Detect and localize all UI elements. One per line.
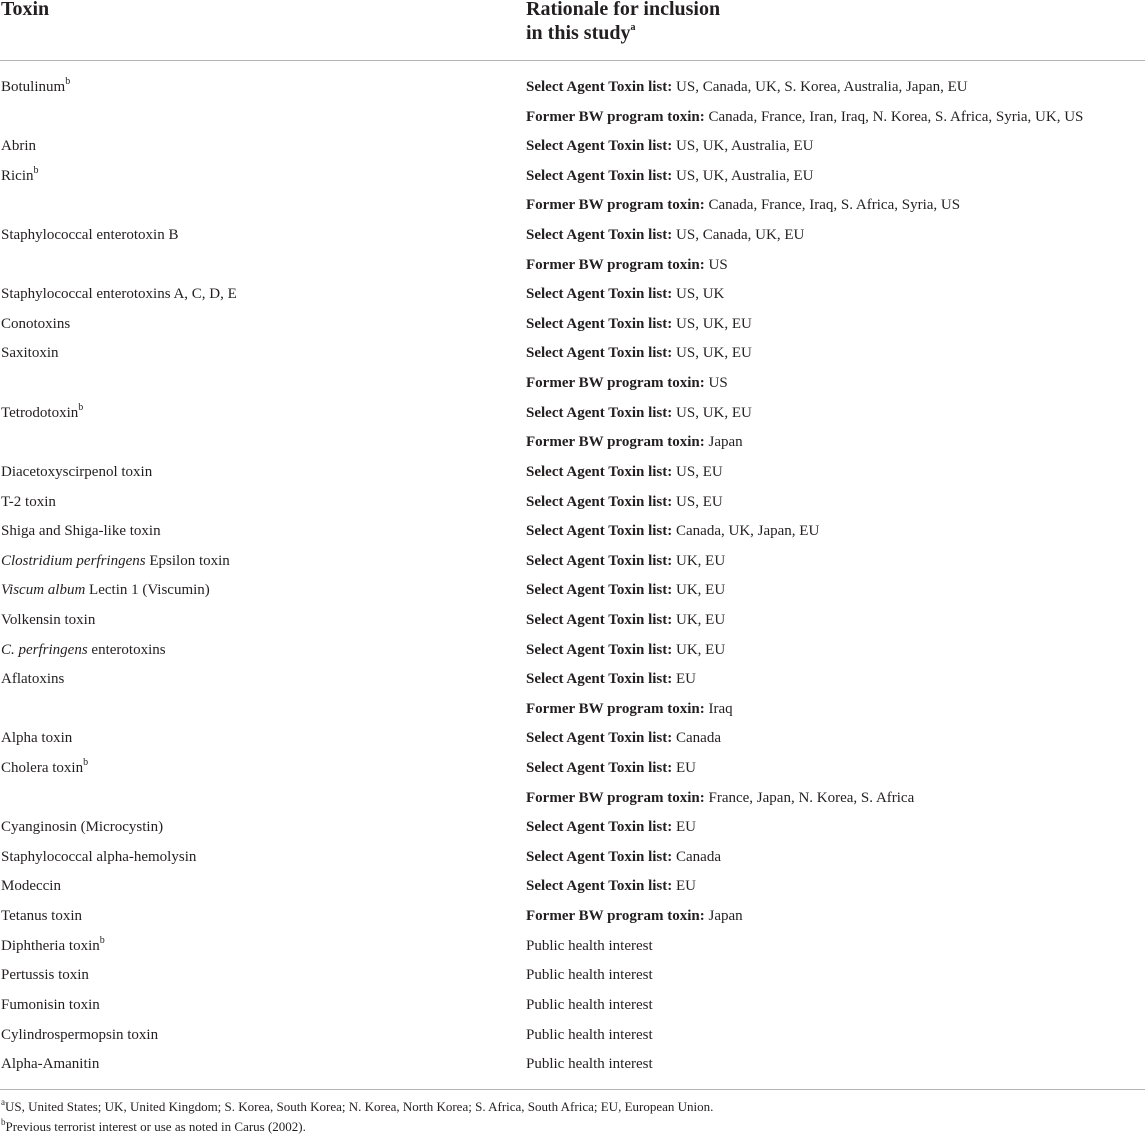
rationale-label: Former BW program toxin:	[526, 908, 705, 925]
rationale-cell	[526, 251, 728, 281]
rationale-value: Iraq	[704, 700, 733, 717]
toxin-cell	[1, 576, 210, 606]
rationale-cell	[526, 932, 653, 962]
table-row	[0, 251, 1145, 281]
toxin-cell	[1, 843, 196, 873]
table-row	[0, 399, 1145, 429]
rationale-cell	[526, 636, 725, 666]
rationale-value: US, UK, Australia, EU	[672, 138, 814, 155]
table-row	[0, 517, 1145, 547]
rationale-cell	[526, 724, 721, 754]
rationale-cell	[526, 695, 733, 725]
rationale-cell	[526, 103, 1083, 133]
rationale-cell	[526, 517, 819, 547]
rationale-cell	[526, 754, 696, 784]
footnote-marker: b	[99, 934, 105, 946]
column-header-toxin: Toxin	[1, 0, 50, 20]
rationale-label: Former BW program toxin:	[526, 197, 705, 214]
toxin-name: Cyanginosin (Microcystin)	[1, 819, 164, 836]
toxin-name: Cholera toxin	[1, 760, 84, 777]
rationale-label: Former BW program toxin:	[526, 789, 705, 806]
toxin-cell	[1, 636, 166, 666]
table-row	[0, 103, 1145, 133]
toxin-name: Botulinum	[1, 79, 66, 95]
rationale-label: Select Agent Toxin list:	[526, 167, 673, 184]
rationale-label: Select Agent Toxin list:	[526, 641, 673, 658]
rationale-value: Public health interest	[526, 967, 653, 984]
rationale-label: Select Agent Toxin list:	[526, 582, 673, 599]
toxin-name: Diacetoxyscirpenol toxin	[1, 463, 153, 480]
toxin-name: Ricin	[1, 167, 34, 184]
toxin-name: Conotoxins	[1, 315, 71, 332]
toxin-name: Abrin	[1, 138, 36, 155]
toxin-cell	[1, 547, 230, 577]
rationale-label: Former BW program toxin:	[526, 108, 705, 125]
rationale-value: EU	[672, 878, 697, 895]
rationale-value: US, UK, Australia, EU	[672, 167, 814, 184]
rationale-label: Select Agent Toxin list:	[526, 345, 673, 362]
rationale-value: UK, EU	[672, 611, 726, 628]
toxin-cell	[1, 813, 163, 843]
footnote-marker: a	[630, 22, 636, 34]
rationale-label: Former BW program toxin:	[526, 256, 705, 273]
rationale-label: Former BW program toxin:	[526, 375, 705, 392]
rationale-label: Select Agent Toxin list:	[526, 79, 673, 95]
table-row	[0, 221, 1145, 251]
table-row	[0, 991, 1145, 1021]
rationale-label: Select Agent Toxin list:	[526, 463, 673, 480]
rationale-cell	[526, 991, 653, 1021]
rationale-label: Select Agent Toxin list:	[526, 552, 673, 569]
toxin-cell	[1, 606, 95, 636]
rationale-cell	[526, 784, 914, 814]
toxin-cell	[1, 724, 72, 754]
rationale-label: Select Agent Toxin list:	[526, 286, 673, 303]
rationale-cell	[526, 339, 752, 369]
toxin-name: Cylindrospermopsin toxin	[1, 1026, 159, 1043]
toxin-name: Tetanus toxin	[1, 908, 83, 925]
rationale-value: UK, EU	[672, 552, 726, 569]
toxin-cell	[1, 458, 152, 488]
rationale-cell	[526, 843, 721, 873]
toxin-cell	[1, 1021, 158, 1051]
rationale-value: Canada	[672, 848, 721, 865]
rationale-value: Canada, France, Iraq, S. Africa, Syria, US	[704, 197, 961, 214]
rationale-value: US, EU	[672, 463, 723, 480]
rationale-cell	[526, 1050, 653, 1080]
toxin-cell	[1, 73, 70, 103]
toxin-name: Pertussis toxin	[1, 967, 89, 984]
table-row	[0, 665, 1145, 695]
table-row	[0, 636, 1145, 666]
rationale-value: Public health interest	[526, 996, 653, 1013]
toxin-cell	[1, 902, 82, 932]
footnote-mark: b	[1, 1116, 6, 1127]
table-row	[0, 813, 1145, 843]
toxin-species-name: Clostridium perfringens	[1, 552, 146, 569]
rationale-value: Public health interest	[526, 937, 653, 954]
toxin-name: Aflatoxins	[1, 671, 65, 688]
rationale-value: UK, EU	[672, 641, 726, 658]
rationale-value: EU	[672, 819, 697, 836]
toxin-name: Tetrodotoxin	[1, 404, 79, 421]
footnote-marker: b	[65, 76, 71, 87]
rationale-value: Canada	[672, 730, 721, 747]
rationale-cell	[526, 73, 968, 103]
rationale-label: Select Agent Toxin list:	[526, 848, 673, 865]
table-row	[0, 872, 1145, 902]
rationale-cell	[526, 813, 696, 843]
rationale-value: Public health interest	[526, 1056, 653, 1073]
toxin-cell	[1, 162, 39, 192]
toxin-name: Epsilon toxin	[145, 552, 230, 569]
rationale-cell	[526, 902, 743, 932]
rationale-value: France, Japan, N. Korea, S. Africa	[704, 789, 915, 806]
rationale-cell	[526, 280, 724, 310]
toxin-name: Volkensin toxin	[1, 611, 96, 628]
rationale-cell	[526, 191, 960, 221]
table-row	[0, 132, 1145, 162]
rationale-cell	[526, 428, 743, 458]
table-row	[0, 724, 1145, 754]
toxin-name: Staphylococcal enterotoxin B	[1, 227, 179, 244]
rationale-label: Select Agent Toxin list:	[526, 227, 673, 244]
rationale-cell	[526, 606, 725, 636]
rationale-label: Select Agent Toxin list:	[526, 730, 673, 747]
toxin-cell	[1, 399, 83, 429]
table-row	[0, 369, 1145, 399]
rationale-cell	[526, 310, 752, 340]
rationale-value: US	[704, 256, 728, 273]
toxin-name: Alpha-Amanitin	[1, 1056, 100, 1073]
rationale-value: US, Canada, UK, EU	[672, 227, 805, 244]
rationale-value: Canada, UK, Japan, EU	[672, 523, 820, 540]
rationale-cell	[526, 221, 804, 251]
rationale-value: Canada, France, Iran, Iraq, N. Korea, S. Africa, Syria, UK, US	[704, 108, 1084, 125]
table-row	[0, 606, 1145, 636]
toxin-cell	[1, 1050, 99, 1080]
rationale-value: US, Canada, UK, S. Korea, Australia, Japan, EU	[672, 79, 968, 95]
table-row	[0, 932, 1145, 962]
table-row	[0, 191, 1145, 221]
rationale-value: US, UK, EU	[672, 404, 752, 421]
toxin-name: Lectin 1 (Viscumin)	[85, 582, 210, 599]
table-row	[0, 280, 1145, 310]
toxin-name: Fumonisin toxin	[1, 996, 100, 1013]
table-row	[0, 339, 1145, 369]
rationale-cell	[526, 458, 723, 488]
rationale-value: Public health interest	[526, 1026, 653, 1043]
toxin-cell	[1, 754, 88, 784]
toxin-name: Diphtheria toxin	[1, 937, 100, 954]
toxin-species-name: C. perfringens	[1, 641, 88, 658]
rationale-value: US, EU	[672, 493, 723, 510]
table-row	[0, 784, 1145, 814]
rationale-value: US	[704, 375, 728, 392]
table-row	[0, 843, 1145, 873]
table-body	[0, 73, 1145, 1080]
toxin-name: enterotoxins	[87, 641, 166, 658]
rationale-label: Select Agent Toxin list:	[526, 671, 673, 688]
table-row	[0, 73, 1145, 103]
toxin-name: Shiga and Shiga-like toxin	[1, 523, 161, 540]
rationale-value: EU	[672, 760, 697, 777]
rationale-cell	[526, 576, 725, 606]
rationale-cell	[526, 162, 814, 192]
toxin-cell	[1, 488, 56, 518]
toxin-cell	[1, 932, 105, 962]
rationale-cell	[526, 488, 723, 518]
table-row	[0, 310, 1145, 340]
footnote-mark: a	[1, 1096, 5, 1107]
toxin-cell	[1, 339, 59, 369]
toxin-name: T-2 toxin	[1, 493, 56, 510]
rationale-value: UK, EU	[672, 582, 726, 599]
table-row	[0, 1050, 1145, 1080]
rationale-value: US, UK	[672, 286, 725, 303]
toxin-name: Modeccin	[1, 878, 61, 895]
toxin-cell	[1, 517, 161, 547]
rationale-value: US, UK, EU	[672, 315, 752, 332]
footnote-a	[1, 1098, 713, 1116]
toxin-cell	[1, 961, 89, 991]
rationale-value: Japan	[704, 908, 743, 925]
table-row	[0, 902, 1145, 932]
footnote-marker: b	[78, 401, 84, 413]
rationale-label: Select Agent Toxin list:	[526, 611, 673, 628]
rationale-cell	[526, 665, 696, 695]
footnote-text: Previous terrorist interest or use as noted in Carus (2002).	[5, 1119, 306, 1134]
column-header-rationale-line2: in this study$^a$	[526, 22, 636, 44]
rationale-cell	[526, 547, 725, 577]
rationale-label: Select Agent Toxin list:	[526, 760, 673, 777]
toxin-name: Staphylococcal alpha-hemolysin	[1, 848, 197, 865]
table-row	[0, 428, 1145, 458]
toxin-cell	[1, 221, 178, 251]
table-row	[0, 547, 1145, 577]
rationale-label: Select Agent Toxin list:	[526, 138, 673, 155]
footnote-b	[1, 1118, 306, 1136]
rationale-label: Select Agent Toxin list:	[526, 878, 673, 895]
table-row	[0, 1021, 1145, 1051]
rationale-cell	[526, 399, 752, 429]
rationale-cell	[526, 872, 696, 902]
footer-divider	[0, 1089, 1145, 1090]
toxin-cell	[1, 991, 100, 1021]
rationale-value: US, UK, EU	[672, 345, 752, 362]
rationale-label: Select Agent Toxin list:	[526, 315, 673, 332]
toxin-cell	[1, 665, 64, 695]
header-divider	[0, 60, 1145, 61]
table-row	[0, 961, 1145, 991]
table-row	[0, 162, 1145, 192]
footnote-text: US, United States; UK, United Kingdom; S. Korea, South Korea; N. Korea, North Korea; S. Africa, South Africa; EU, European Union.	[5, 1099, 714, 1114]
rationale-label: Select Agent Toxin list:	[526, 819, 673, 836]
rationale-label: Select Agent Toxin list:	[526, 404, 673, 421]
rationale-cell	[526, 369, 728, 399]
toxin-species-name: Viscum album	[1, 582, 86, 599]
rationale-value: Japan	[704, 434, 743, 451]
toxin-cell	[1, 310, 70, 340]
rationale-label: Former BW program toxin:	[526, 434, 705, 451]
toxin-cell	[1, 280, 237, 310]
toxin-name: Alpha toxin	[1, 730, 73, 747]
toxin-cell	[1, 872, 61, 902]
column-header-rationale	[526, 0, 720, 45]
table-row	[0, 754, 1145, 784]
table-row	[0, 695, 1145, 725]
toxin-name: Saxitoxin	[1, 345, 59, 362]
toxin-cell	[1, 132, 36, 162]
rationale-cell	[526, 1021, 653, 1051]
rationale-cell	[526, 961, 653, 991]
rationale-label: Select Agent Toxin list:	[526, 523, 673, 540]
toxin-name: Staphylococcal enterotoxins A, C, D, E	[1, 286, 237, 303]
rationale-cell	[526, 132, 814, 162]
table-row	[0, 576, 1145, 606]
rationale-label: Former BW program toxin:	[526, 700, 705, 717]
table-header	[0, 0, 1145, 60]
rationale-value: EU	[672, 671, 697, 688]
column-header-rationale-line1: Rationale for inclusion	[526, 0, 721, 20]
table-row	[0, 458, 1145, 488]
footnote-marker: b	[33, 164, 39, 176]
footnote-marker: b	[83, 757, 89, 769]
table-row	[0, 488, 1145, 518]
rationale-label: Select Agent Toxin list:	[526, 493, 673, 510]
